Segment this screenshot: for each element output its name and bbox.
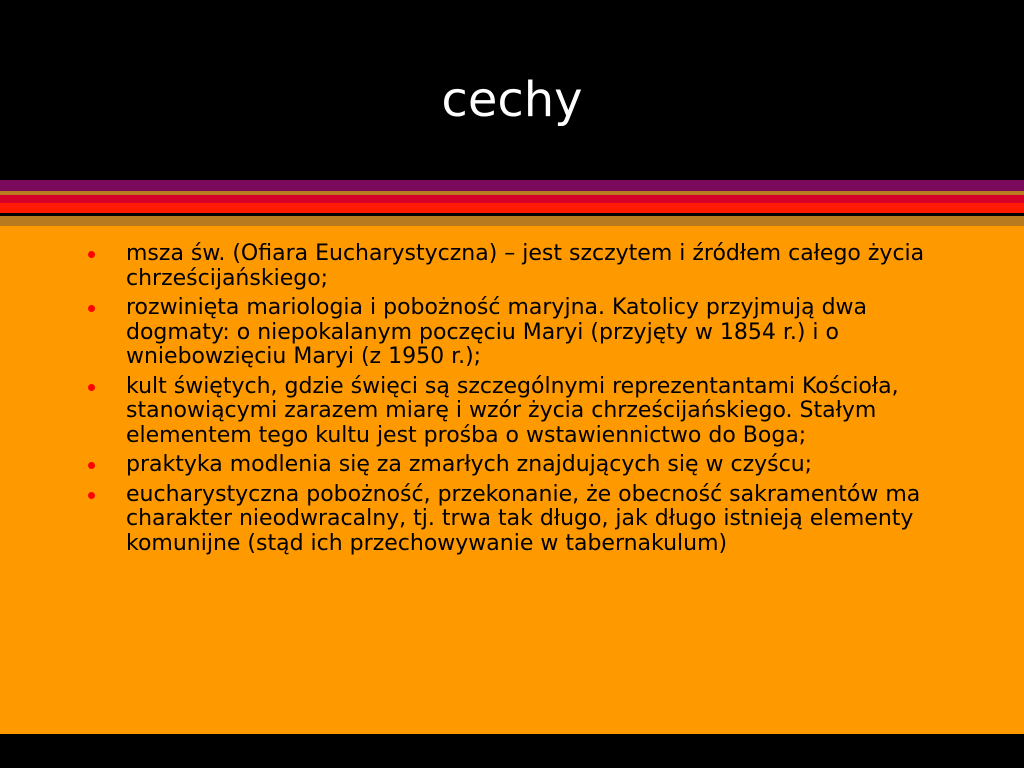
- stripe-scarlet: [0, 203, 1024, 213]
- list-item: [88, 453, 948, 478]
- list-item: [88, 296, 948, 370]
- slide-content: [0, 226, 1024, 734]
- stripe-red: [0, 195, 1024, 203]
- list-item-text: eucharystyczna pobożność, przekonanie, że obecność sakramentów ma charakter nieodwracalny, tj. trwa tak długo, jak długo istnieją elementy komunijne (stąd ich przechowywanie w tabernakulum): [126, 481, 921, 556]
- bottom-bar: [0, 734, 1024, 768]
- title-area: [0, 0, 1024, 180]
- stripe-brown: [0, 216, 1024, 226]
- stripe-purple: [0, 180, 1024, 191]
- list-item: [88, 483, 948, 557]
- bullet-dot-icon: [88, 251, 95, 258]
- list-item: [88, 242, 948, 291]
- bullet-list: [88, 242, 948, 561]
- list-item-text: praktyka modlenia się za zmarłych znajdujących się w czyścu;: [126, 452, 813, 477]
- list-item-text: rozwinięta mariologia i pobożność maryjna. Katolicy przyjmują dwa dogmaty: o niepokalanym poczęciu Maryi (przyjęty w 1854 r.) i o wniebowzięciu Maryi (z 1950 r.);: [126, 295, 868, 369]
- slide-title: cechy: [441, 72, 583, 128]
- bullet-dot-icon: [88, 384, 95, 391]
- list-item-text: kult świętych, gdzie święci są szczególnymi reprezentantami Kościoła, stanowiącymi zarazem miarę i wzór życia chrześcijańskiego. Stałym elementem tego kultu jest prośba o wstawiennictwo do Boga;: [126, 373, 899, 448]
- list-item-text: msza św. (Ofiara Eucharystyczna) – jest szczytem i źródłem całego życia chrześcijańskiego;: [126, 241, 925, 291]
- bullet-dot-icon: [88, 305, 95, 312]
- bullet-dot-icon: [88, 462, 95, 469]
- list-item: [88, 375, 948, 449]
- bullet-dot-icon: [88, 492, 95, 499]
